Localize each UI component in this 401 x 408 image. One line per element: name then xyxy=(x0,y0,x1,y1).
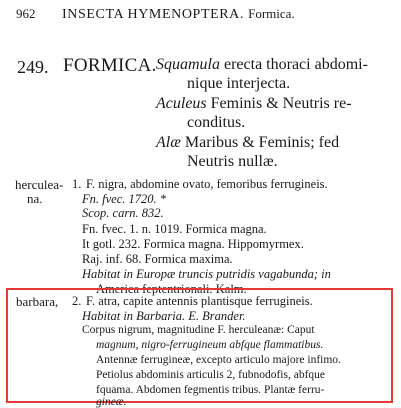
species-number: 1. xyxy=(72,177,82,191)
species-description: fquama. Abdomen fegmentis tribus. Plantæ ferru- xyxy=(96,384,325,396)
species-reference: It gotl. 232. Formica magna. Hippomyrmex. xyxy=(82,237,304,251)
species-reference: Raj. inf. 68. Formica maxima. xyxy=(82,252,233,266)
species-description: gineæ. xyxy=(96,396,127,408)
genus-number: 249. xyxy=(17,57,49,77)
species-name: barbara, xyxy=(16,294,59,309)
species-reference: Fn. fvec. 1. n. 1019. Formica magna. xyxy=(82,222,267,236)
genus-term: Squamula xyxy=(156,56,220,73)
species-diagnosis: F. nigra, abdomine ovato, femoribus ferrugineis. xyxy=(86,177,328,191)
species-name-cont: na. xyxy=(27,191,43,206)
genus-term: Aculeus xyxy=(156,95,207,112)
species-name: herculea- xyxy=(15,177,64,192)
species-description: Antennæ ferrugineæ, excepto articulo majore infimo. xyxy=(96,354,341,366)
species-description: Corpus nigrum, magnitudine F. herculeanæ: Caput xyxy=(82,324,315,336)
genus-term: Alæ xyxy=(156,134,181,151)
genus-name: FORMICA. xyxy=(63,55,157,76)
running-header-title: INSECTA HYMENOPTERA. xyxy=(62,7,244,22)
species-habitat: Habitat in Europæ truncis putridis vagabunda; in xyxy=(82,267,331,281)
species-reference: Scop. carn. 832. xyxy=(82,206,164,220)
page-number: 962 xyxy=(16,6,36,21)
genus-diagnosis-line: conditus. xyxy=(187,114,246,131)
species-number: 2. xyxy=(72,294,82,308)
species-description: magnum, nigro-ferrugineum abfque flammatibus. xyxy=(96,339,324,351)
genus-diagnosis-line: Squamula erecta thoraci abdomi- xyxy=(156,56,368,73)
species-habitat-cont: America feptentrionali. Kalm. xyxy=(96,282,247,296)
species-reference: Fn. fvec. 1720. * xyxy=(82,192,167,206)
species-diagnosis: F. atra, capite antennis plantisque ferrugineis. xyxy=(86,294,313,308)
running-header xyxy=(62,6,295,23)
genus-diagnosis-line: Aculeus Feminis & Neutris re- xyxy=(156,95,352,112)
genus-diagnosis-line: Alæ Maribus & Feminis; fed xyxy=(156,134,340,151)
running-header-section: Formica. xyxy=(248,6,295,21)
genus-diagnosis-line: Neutris nullæ. xyxy=(187,153,278,170)
species-description: Petiolus abdominis articulis 2, fubnodofis, abfque xyxy=(96,369,326,381)
species-habitat: Habitat in Barbaria. E. Brander. xyxy=(82,309,246,323)
genus-diagnosis-line: nique interjecta. xyxy=(187,75,291,92)
